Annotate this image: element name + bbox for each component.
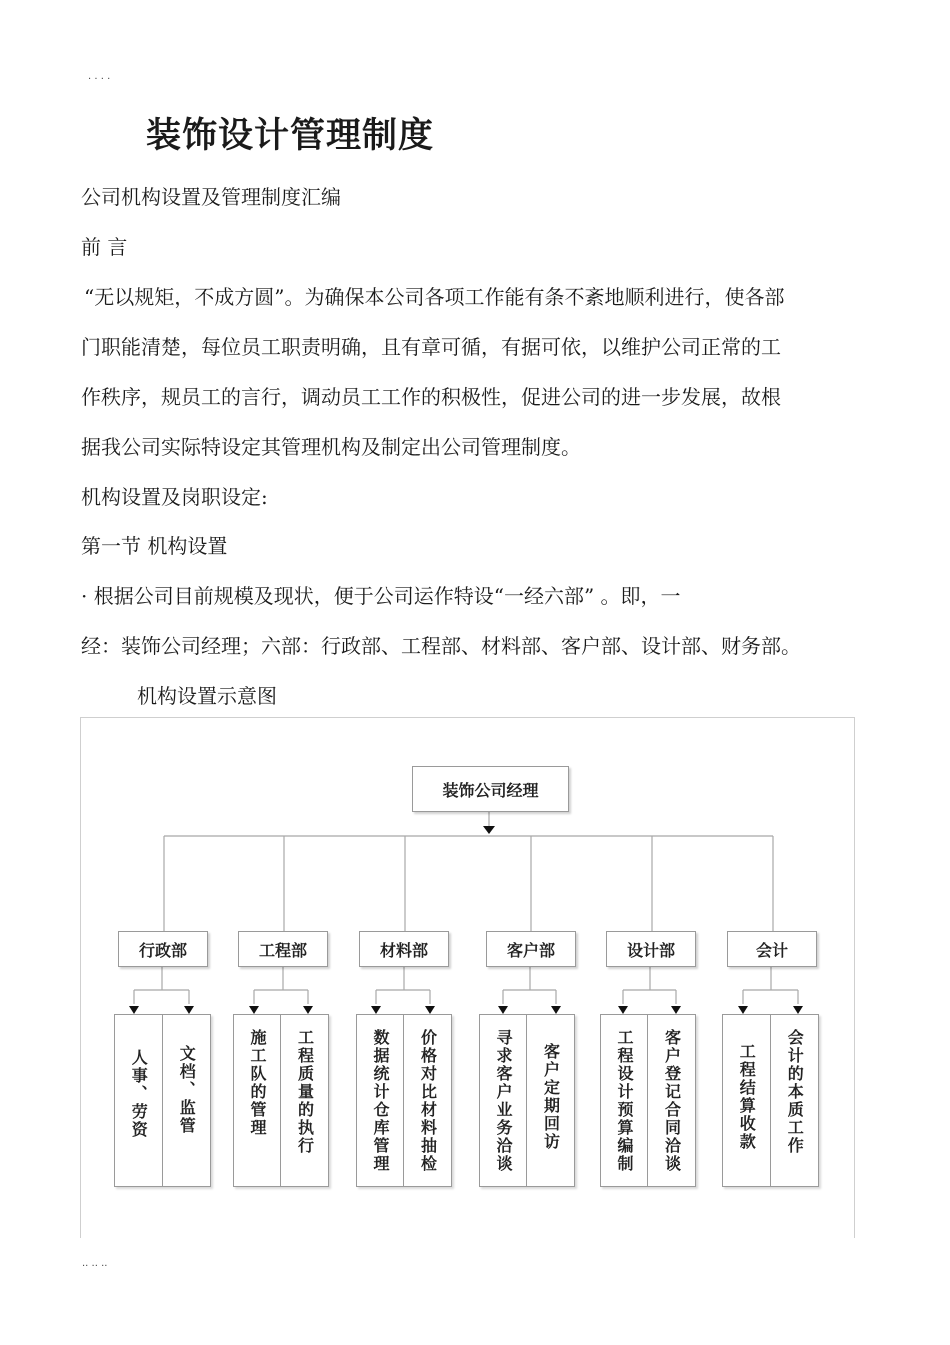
duty-text: 人事、劳资 xyxy=(129,1049,149,1139)
duty-text: 会计的本质工作 xyxy=(785,1029,805,1155)
dept-box-admin: 行政部 xyxy=(118,931,208,967)
duty-text: 客户定期回访 xyxy=(541,1043,561,1151)
dept-box-accounting: 会计 xyxy=(727,931,817,967)
body-line-2: 经：装饰公司经理；六部：行政部、工程部、材料部、客户部、设计部、财务部。 xyxy=(81,634,801,658)
org-root-box: 装饰公司经理 xyxy=(412,766,569,812)
preface-paragraph-line-1: “无以规矩，不成方圆”。为确保本公司各项工作能有条不紊地顺利进行，使各部 xyxy=(84,285,785,309)
duty-box-customer xyxy=(479,1014,575,1187)
preface-paragraph-line-3: 作秩序，规员工的言行，调动员工工作的积极性，促进公司的进一步发展，故根 xyxy=(81,385,781,409)
subsection-heading: 第一节 机构设置 xyxy=(81,534,228,558)
subtitle-line: 公司机构设置及管理制度汇编 xyxy=(81,185,341,209)
duty-box-materials xyxy=(356,1014,452,1187)
duty-text: 客户登记合同洽谈 xyxy=(662,1029,682,1173)
duty-text: 施工队的管理 xyxy=(248,1029,267,1137)
body-line-1: · 根据公司目前规模及现状，便于公司运作特设“一经六部” 。即，一 xyxy=(81,584,681,608)
dept-box-engineering: 工程部 xyxy=(238,931,328,967)
duty-box-admin xyxy=(114,1014,211,1187)
preface-heading: 前 言 xyxy=(81,235,128,259)
duty-text: 价格对比材料抽检 xyxy=(418,1029,438,1173)
preface-paragraph-line-2: 门职能清楚，每位员工职责明确，且有章可循，有据可依，以维护公司正常的工 xyxy=(81,335,781,359)
chart-caption: 机构设置示意图 xyxy=(137,684,277,708)
duty-text: 数据统计仓库管理 xyxy=(371,1029,390,1173)
preface-paragraph-line-4: 据我公司实际特设定其管理机构及制定出公司管理制度。 xyxy=(81,435,581,459)
section-heading: 机构设置及岗职设定: xyxy=(81,485,268,509)
dept-box-materials: 材料部 xyxy=(359,931,449,967)
duty-text: 工程结算收款 xyxy=(737,1043,757,1151)
document-title: 装饰设计管理制度 xyxy=(146,115,435,156)
dept-box-customer: 客户部 xyxy=(486,931,576,967)
duty-text: 寻求客户业务洽谈 xyxy=(494,1029,513,1173)
duty-box-engineering xyxy=(233,1014,329,1187)
duty-text: 文档、监管 xyxy=(177,1045,197,1135)
duty-text: 工程质量的执行 xyxy=(295,1029,315,1155)
duty-box-design xyxy=(600,1014,696,1187)
dept-box-design: 设计部 xyxy=(606,931,696,967)
duty-text: 工程设计预算编制 xyxy=(615,1029,634,1173)
duty-box-accounting xyxy=(722,1014,819,1187)
